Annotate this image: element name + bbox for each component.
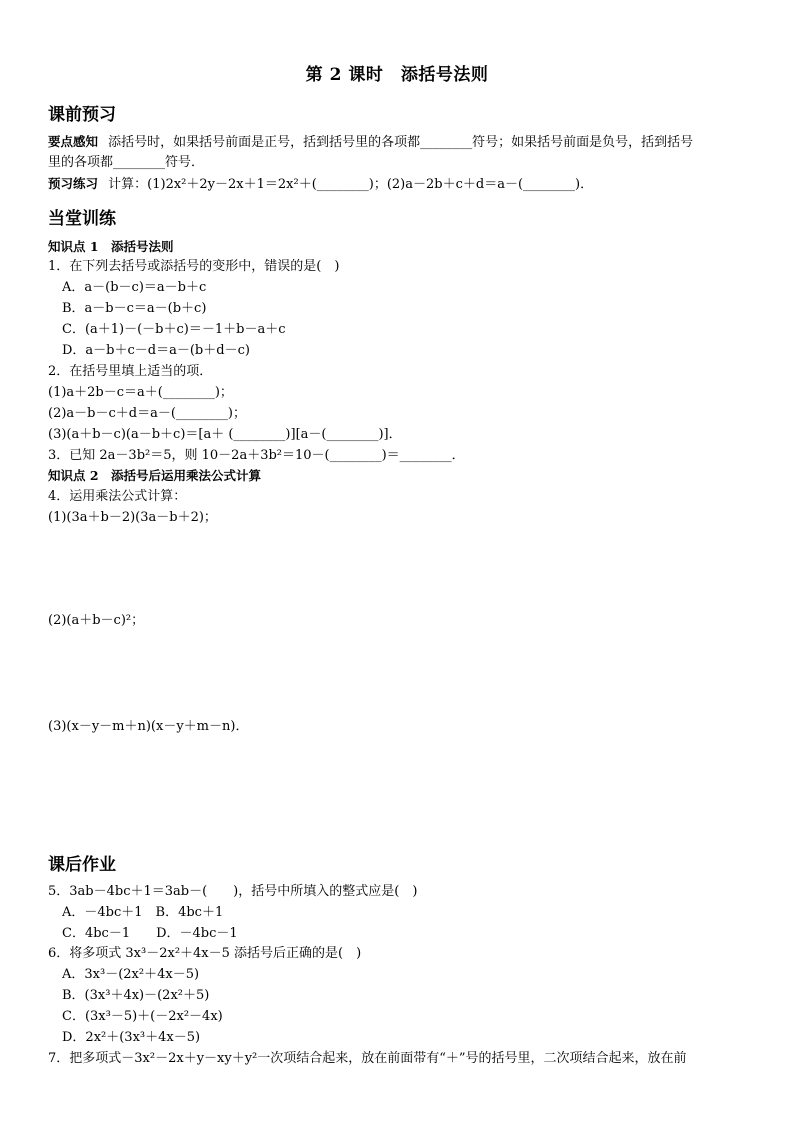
q2-part-1: (1)a＋2b－c＝a＋(________)；: [48, 385, 233, 400]
knowledge-point-2: 知识点 2 添括号后运用乘法公式计算: [48, 468, 262, 483]
preview-exercise-text: 计算：(1)2x²＋2y－2x＋1＝2x²＋(________)；(2)a－2b＋c＋d＝a－(________)．: [108, 177, 594, 192]
q1-option-b: B．a－b－c＝a－(b＋c): [62, 301, 207, 316]
q6-option-c: C．(3x³－5)＋(－2x²－4x): [62, 1009, 223, 1024]
question-2: 2．在括号里填上适当的项．: [48, 364, 213, 379]
question-7: 7．把多项式－3x²－2x＋y－xy＋y²一次项结合起来，放在前面带有“＋”号的括号里，二次项结合起来，放在前: [48, 1051, 687, 1066]
q4-part-1: (1)(3a＋b－2)(3a－b＋2)；: [48, 510, 217, 525]
question-5: 5．3ab－4bc＋1＝3ab－( )，括号中所填入的整式应是( ): [48, 884, 418, 899]
q2-part-3: (3)(a＋b－c)(a－b＋c)＝[a＋ (________)][a－(________)]．: [48, 427, 402, 442]
knowledge-point-1: 知识点 1 添括号法则: [48, 239, 174, 254]
section-heading-preview: 课前预习: [48, 105, 116, 125]
key-point-line-1: [48, 133, 693, 152]
q1-option-d: D．a－b＋c－d＝a－(b＋d－c): [62, 343, 250, 358]
q1-option-c: C．(a＋1)－(－b＋c)＝－1＋b－a＋c: [62, 322, 286, 337]
q5-options-ab: A．－4bc＋1 B．4bc＋1: [62, 905, 224, 920]
section-heading-class: 当堂训练: [48, 209, 116, 229]
q2-part-2: (2)a－b－c＋d＝a－(________)；: [48, 406, 246, 421]
preview-exercise-label: 预习练习: [48, 176, 99, 191]
section-heading-homework: 课后作业: [48, 855, 116, 875]
question-4: 4．运用乘法公式计算：: [48, 489, 187, 504]
q6-option-d: D．2x²＋(3x³＋4x－5): [62, 1030, 201, 1045]
question-1: 1．在下列去括号或添括号的变形中，错误的是( ): [48, 259, 340, 274]
question-3: 3．已知 2a－3b²＝5，则 10－2a＋3b²＝10－(________)＝________．: [48, 448, 465, 463]
q6-option-b: B．(3x³＋4x)－(2x²＋5): [62, 988, 210, 1003]
key-point-line-2: 里的各项都________符号．: [48, 155, 205, 170]
key-point-label: 要点感知: [48, 134, 99, 149]
q4-part-3: (3)(x－y－m＋n)(x－y＋m－n)．: [48, 719, 249, 734]
question-6: 6．将多项式 3x³－2x²＋4x－5 添括号后正确的是( ): [48, 946, 362, 961]
q4-part-2: (2)(a＋b－c)²；: [48, 613, 145, 628]
key-point-text-1: 添括号时，如果括号前面是正号，括到括号里的各项都________符号；如果括号前面是负号，括到括号: [108, 135, 694, 150]
q5-options-cd: C．4bc－1 D．－4bc－1: [62, 926, 238, 941]
preview-exercise-line: [48, 175, 593, 194]
q6-option-a: A．3x³－(2x²＋4x－5): [62, 967, 200, 982]
page-title: 第 2 课时 添括号法则: [305, 65, 489, 85]
q1-option-a: A．a－(b－c)＝a－b＋c: [62, 280, 207, 295]
